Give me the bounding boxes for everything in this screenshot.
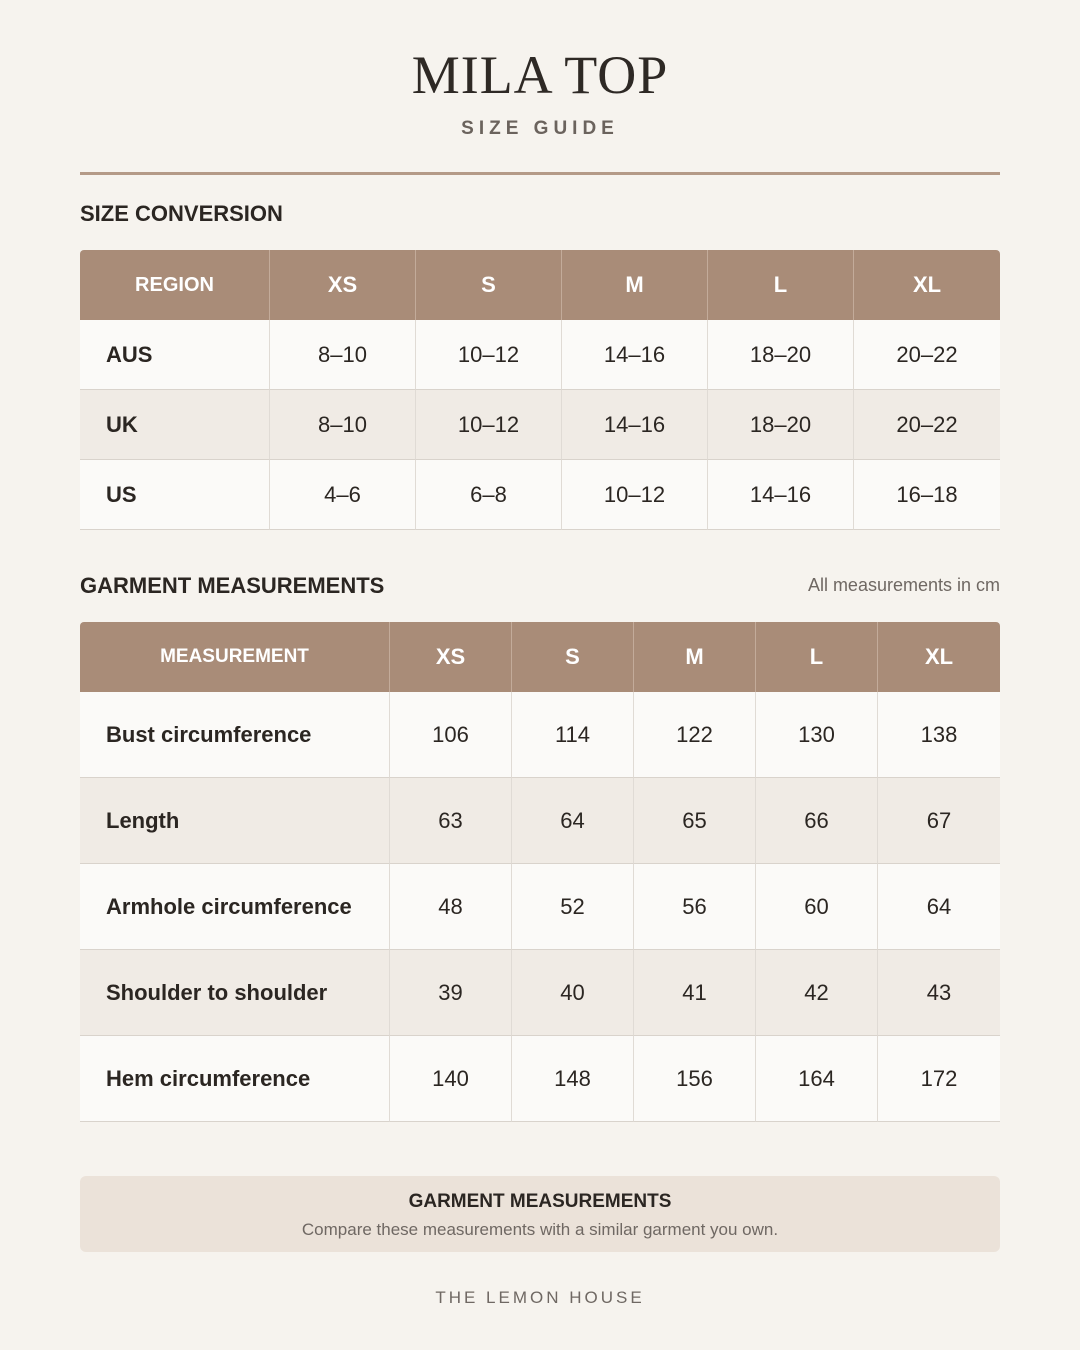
table-cell: 8–10 (270, 320, 416, 390)
table-cell: 106 (390, 692, 512, 778)
column-header: XS (270, 250, 416, 320)
table-cell: 114 (512, 692, 634, 778)
measurement-label: Hem circumference (80, 1036, 390, 1122)
measurement-label: Shoulder to shoulder (80, 950, 390, 1036)
measurement-label: Length (80, 778, 390, 864)
table-cell: 67 (878, 778, 1000, 864)
table-cell: 14–16 (562, 320, 708, 390)
table-cell: 64 (512, 778, 634, 864)
table-cell: 6–8 (416, 460, 562, 530)
table-cell: 16–18 (854, 460, 1000, 530)
brand-footer: THE LEMON HOUSE (435, 1288, 645, 1307)
table-row (80, 390, 1000, 460)
garment-measurements-heading: GARMENT MEASUREMENTS (80, 573, 385, 598)
table-cell: 42 (756, 950, 878, 1036)
table-row (80, 864, 1000, 950)
region-label: UK (80, 390, 270, 460)
column-header: L (756, 622, 878, 692)
table-cell: 63 (390, 778, 512, 864)
table-cell: 138 (878, 692, 1000, 778)
column-header: XL (878, 622, 1000, 692)
table-cell: 41 (634, 950, 756, 1036)
column-header: XS (390, 622, 512, 692)
column-header: M (562, 250, 708, 320)
page-title: MILA TOP (411, 45, 669, 105)
header-divider (80, 172, 1000, 175)
region-label: AUS (80, 320, 270, 390)
note-title: GARMENT MEASUREMENTS (408, 1191, 672, 1212)
table-cell: 20–22 (854, 390, 1000, 460)
column-header: XL (854, 250, 1000, 320)
table-cell: 18–20 (708, 320, 854, 390)
table-cell: 8–10 (270, 390, 416, 460)
column-header: M (634, 622, 756, 692)
table-row (80, 778, 1000, 864)
table-row (80, 320, 1000, 390)
column-header: REGION (80, 250, 270, 320)
table-cell: 14–16 (562, 390, 708, 460)
size-conversion-table (80, 250, 1000, 530)
column-header: S (512, 622, 634, 692)
table-cell: 66 (756, 778, 878, 864)
table-cell: 10–12 (416, 320, 562, 390)
table-cell: 52 (512, 864, 634, 950)
note-text: Compare these measurements with a similar garment you own. (301, 1220, 779, 1239)
column-header: MEASUREMENT (80, 622, 390, 692)
table-cell: 43 (878, 950, 1000, 1036)
table-cell: 64 (878, 864, 1000, 950)
table-cell: 10–12 (416, 390, 562, 460)
region-label: US (80, 460, 270, 530)
table-cell: 164 (756, 1036, 878, 1122)
table-cell: 122 (634, 692, 756, 778)
table-header-row (80, 622, 1000, 692)
measurement-label: Armhole circumference (80, 864, 390, 950)
column-header: S (416, 250, 562, 320)
measurement-note-box (80, 1176, 1000, 1252)
table-cell: 140 (390, 1036, 512, 1122)
table-cell: 148 (512, 1036, 634, 1122)
table-cell: 56 (634, 864, 756, 950)
table-cell: 39 (390, 950, 512, 1036)
table-cell: 156 (634, 1036, 756, 1122)
table-row (80, 460, 1000, 530)
units-note: All measurements in cm (807, 575, 1000, 595)
measurement-label: Bust circumference (80, 692, 390, 778)
table-row (80, 692, 1000, 778)
table-cell: 40 (512, 950, 634, 1036)
table-cell: 4–6 (270, 460, 416, 530)
table-cell: 48 (390, 864, 512, 950)
table-row (80, 1036, 1000, 1122)
table-cell: 14–16 (708, 460, 854, 530)
table-cell: 18–20 (708, 390, 854, 460)
table-cell: 130 (756, 692, 878, 778)
table-row (80, 950, 1000, 1036)
table-cell: 172 (878, 1036, 1000, 1122)
table-cell: 65 (634, 778, 756, 864)
table-cell: 20–22 (854, 320, 1000, 390)
table-cell: 10–12 (562, 460, 708, 530)
size-conversion-heading: SIZE CONVERSION (80, 201, 283, 226)
table-header-row (80, 250, 1000, 320)
table-cell: 60 (756, 864, 878, 950)
page-subtitle: SIZE GUIDE (461, 118, 619, 139)
column-header: L (708, 250, 854, 320)
garment-measurements-table (80, 622, 1000, 1122)
